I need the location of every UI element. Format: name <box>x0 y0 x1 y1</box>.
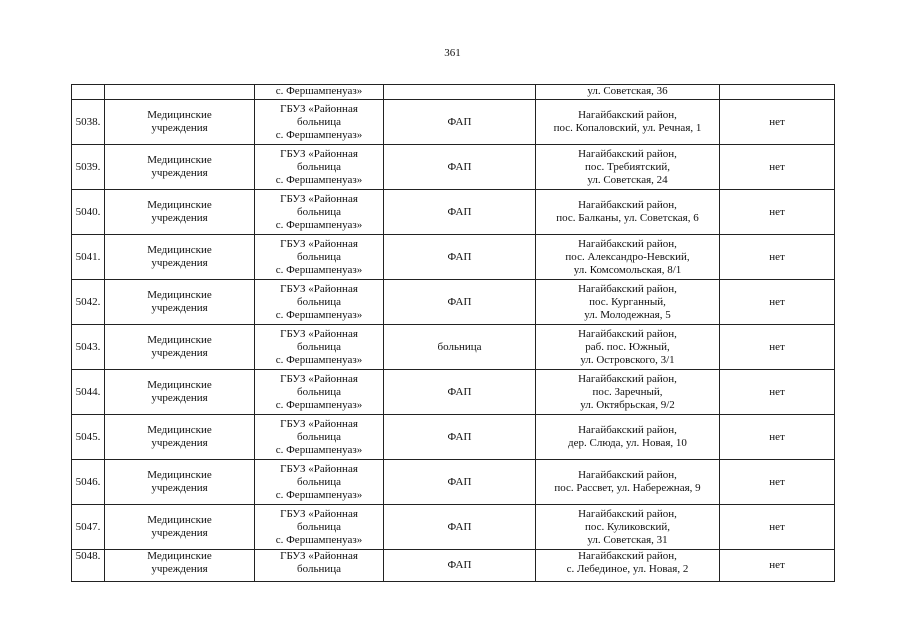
cell-number: 5047. <box>72 505 105 550</box>
organization-line: больница <box>297 250 341 263</box>
cell-address <box>536 100 720 145</box>
cell-facility-type: ФАП <box>384 190 536 235</box>
cell-status: нет <box>720 235 835 280</box>
organization-line: больница <box>297 475 341 488</box>
cell-number: 5042. <box>72 280 105 325</box>
cell-facility-type <box>384 85 536 100</box>
cell-status: нет <box>720 280 835 325</box>
cell-number: 5038. <box>72 100 105 145</box>
address-line: дер. Слюда, ул. Новая, 10 <box>568 437 687 449</box>
organization-line: ГБУЗ «Районная <box>280 462 358 475</box>
cell-category <box>105 190 255 235</box>
category-line: учреждения <box>151 212 208 224</box>
cell-facility-type: больница <box>384 325 536 370</box>
organization-line: с. Фершампенуаз» <box>275 488 363 501</box>
cell-status: нет <box>720 100 835 145</box>
category-line: Медицинские <box>147 154 212 166</box>
cell-status: нет <box>720 190 835 235</box>
address-line: Нагайбакский район, <box>578 147 677 160</box>
organization-line: ГБУЗ «Районная <box>280 327 358 340</box>
cell-status <box>720 85 835 100</box>
organization-line: ГБУЗ «Районная <box>280 550 358 562</box>
address-line: ул. Октябрьская, 9/2 <box>580 398 675 411</box>
category-line: Медицинские <box>147 109 212 121</box>
cell-category <box>105 85 255 100</box>
organization-line: с. Фершампенуаз» <box>275 218 363 231</box>
address-line: Нагайбакский район, <box>578 109 677 121</box>
address-line: пос. Копаловский, ул. Речная, 1 <box>553 122 702 134</box>
cell-status: нет <box>720 505 835 550</box>
page-number: 361 <box>444 47 461 59</box>
category-line: учреждения <box>151 167 208 179</box>
category-line: учреждения <box>151 122 208 134</box>
organization-line: больница <box>297 520 341 533</box>
cell-organization <box>255 460 384 505</box>
cell-status: нет <box>720 415 835 460</box>
address-line: пос. Александро-Невский, <box>565 250 690 263</box>
cell-address <box>536 505 720 550</box>
cell-facility-type: ФАП <box>384 235 536 280</box>
cell-address <box>536 235 720 280</box>
organization-line: больница <box>297 205 341 218</box>
address-line: пос. Курганный, <box>589 295 666 308</box>
address-line: Нагайбакский район, <box>578 424 677 436</box>
cell-number: 5046. <box>72 460 105 505</box>
address-line: ул. Советская, 24 <box>587 173 668 186</box>
cell-number: 5045. <box>72 415 105 460</box>
table-row <box>72 145 835 190</box>
cell-address <box>536 370 720 415</box>
cell-category <box>105 370 255 415</box>
organization-line: больница <box>297 563 341 575</box>
cell-status: нет <box>720 325 835 370</box>
category-line: учреждения <box>151 437 208 449</box>
cell-facility-type: ФАП <box>384 505 536 550</box>
organization-line: больница <box>297 385 341 398</box>
organization-line: больница <box>297 430 341 443</box>
category-line: Медицинские <box>147 550 212 562</box>
organization-line: больница <box>297 295 341 308</box>
organization-line: ГБУЗ «Районная <box>280 147 358 160</box>
cell-category <box>105 145 255 190</box>
cell-address <box>536 325 720 370</box>
address-line: ул. Островского, 3/1 <box>580 353 675 366</box>
cell-facility-type: ФАП <box>384 460 536 505</box>
cell-status: нет <box>720 370 835 415</box>
address-line: ул. Комсомольская, 8/1 <box>573 263 682 276</box>
category-line: Медицинские <box>147 244 212 256</box>
address-line: Нагайбакский район, <box>578 507 677 520</box>
table-row <box>72 550 835 582</box>
organization-line: больница <box>297 340 341 353</box>
address-line: раб. пос. Южный, <box>585 340 670 353</box>
table-row <box>72 280 835 325</box>
table-row <box>72 190 835 235</box>
organization-line: ГБУЗ «Районная <box>280 102 358 115</box>
category-line: учреждения <box>151 482 208 494</box>
address-line: Нагайбакский район, <box>578 282 677 295</box>
registry-table <box>71 84 835 582</box>
address-line: пос. Заречный, <box>592 385 663 398</box>
table-row <box>72 415 835 460</box>
cell-address <box>536 550 720 582</box>
cell-organization <box>255 145 384 190</box>
cell-category <box>105 325 255 370</box>
category-line: учреждения <box>151 392 208 404</box>
cell-organization <box>255 100 384 145</box>
organization-line: с. Фершампенуаз» <box>275 173 363 186</box>
table-row <box>72 370 835 415</box>
address-line: ул. Молодежная, 5 <box>584 308 671 321</box>
cell-facility-type: ФАП <box>384 370 536 415</box>
address-line: Нагайбакский район, <box>578 469 677 481</box>
organization-line: с. Фершампенуаз» <box>275 533 363 546</box>
cell-number <box>72 85 105 100</box>
organization-line: больница <box>297 160 341 173</box>
cell-number: 5043. <box>72 325 105 370</box>
organization-line: с. Фершампенуаз» <box>275 443 363 456</box>
table-row <box>72 235 835 280</box>
cell-address <box>536 280 720 325</box>
category-line: Медицинские <box>147 334 212 346</box>
address-line: Нагайбакский район, <box>578 327 677 340</box>
address-line: Нагайбакский район, <box>578 550 677 562</box>
address-line: Нагайбакский район, <box>578 372 677 385</box>
organization-line: с. Фершампенуаз» <box>275 308 363 321</box>
continuation-row <box>72 85 835 100</box>
table-row <box>72 100 835 145</box>
cell-facility-type: ФАП <box>384 550 536 582</box>
cell-category <box>105 235 255 280</box>
cell-status: нет <box>720 145 835 190</box>
cell-organization <box>255 415 384 460</box>
cell-organization <box>255 550 384 582</box>
cell-number: 5039. <box>72 145 105 190</box>
cell-facility-type: ФАП <box>384 280 536 325</box>
cell-category <box>105 550 255 582</box>
organization-line: ГБУЗ «Районная <box>280 507 358 520</box>
cell-organization <box>255 370 384 415</box>
cell-status: нет <box>720 550 835 582</box>
organization-line: с. Фершампенуаз» <box>275 128 363 141</box>
cell-organization: с. Фершампенуаз» <box>255 85 384 100</box>
cell-category <box>105 415 255 460</box>
cell-category <box>105 460 255 505</box>
organization-line: ГБУЗ «Районная <box>280 237 358 250</box>
address-line: с. Лебединое, ул. Новая, 2 <box>566 563 689 575</box>
address-line: Нагайбакский район, <box>578 237 677 250</box>
address-line: пос. Требиятский, <box>585 160 670 173</box>
organization-line: с. Фершампенуаз» <box>275 263 363 276</box>
address-line: ул. Советская, 31 <box>587 533 668 546</box>
cell-address <box>536 190 720 235</box>
cell-organization <box>255 235 384 280</box>
category-line: учреждения <box>151 257 208 269</box>
organization-line: с. Фершампенуаз» <box>275 353 363 366</box>
cell-category <box>105 100 255 145</box>
cell-facility-type: ФАП <box>384 415 536 460</box>
cell-number: 5044. <box>72 370 105 415</box>
cell-address <box>536 145 720 190</box>
cell-facility-type: ФАП <box>384 100 536 145</box>
organization-line: ГБУЗ «Районная <box>280 192 358 205</box>
cell-number: 5040. <box>72 190 105 235</box>
organization-line: ГБУЗ «Районная <box>280 417 358 430</box>
address-line: пос. Куликовский, <box>584 520 671 533</box>
category-line: учреждения <box>151 302 208 314</box>
cell-address <box>536 415 720 460</box>
category-line: Медицинские <box>147 514 212 526</box>
category-line: Медицинские <box>147 379 212 391</box>
cell-category <box>105 505 255 550</box>
table-row <box>72 325 835 370</box>
address-line: пос. Балканы, ул. Советская, 6 <box>556 212 699 224</box>
organization-line: ГБУЗ «Районная <box>280 282 358 295</box>
cell-address <box>536 460 720 505</box>
cell-category <box>105 280 255 325</box>
category-line: Медицинские <box>147 289 212 301</box>
address-line: Нагайбакский район, <box>578 199 677 211</box>
cell-organization <box>255 505 384 550</box>
table-row <box>72 505 835 550</box>
category-line: Медицинские <box>147 424 212 436</box>
cell-status: нет <box>720 460 835 505</box>
table-row <box>72 460 835 505</box>
category-line: учреждения <box>151 563 208 575</box>
category-line: учреждения <box>151 347 208 359</box>
table-body <box>72 85 835 582</box>
cell-address: ул. Советская, 36 <box>536 85 720 100</box>
organization-line: больница <box>297 115 341 128</box>
cell-facility-type: ФАП <box>384 145 536 190</box>
cell-number: 5048. <box>72 550 105 582</box>
cell-organization <box>255 190 384 235</box>
cell-organization <box>255 325 384 370</box>
address-line: пос. Рассвет, ул. Набережная, 9 <box>554 482 701 494</box>
organization-line: с. Фершампенуаз» <box>275 398 363 411</box>
cell-number: 5041. <box>72 235 105 280</box>
category-line: Медицинские <box>147 469 212 481</box>
cell-organization <box>255 280 384 325</box>
category-line: Медицинские <box>147 199 212 211</box>
category-line: учреждения <box>151 527 208 539</box>
organization-line: ГБУЗ «Районная <box>280 372 358 385</box>
